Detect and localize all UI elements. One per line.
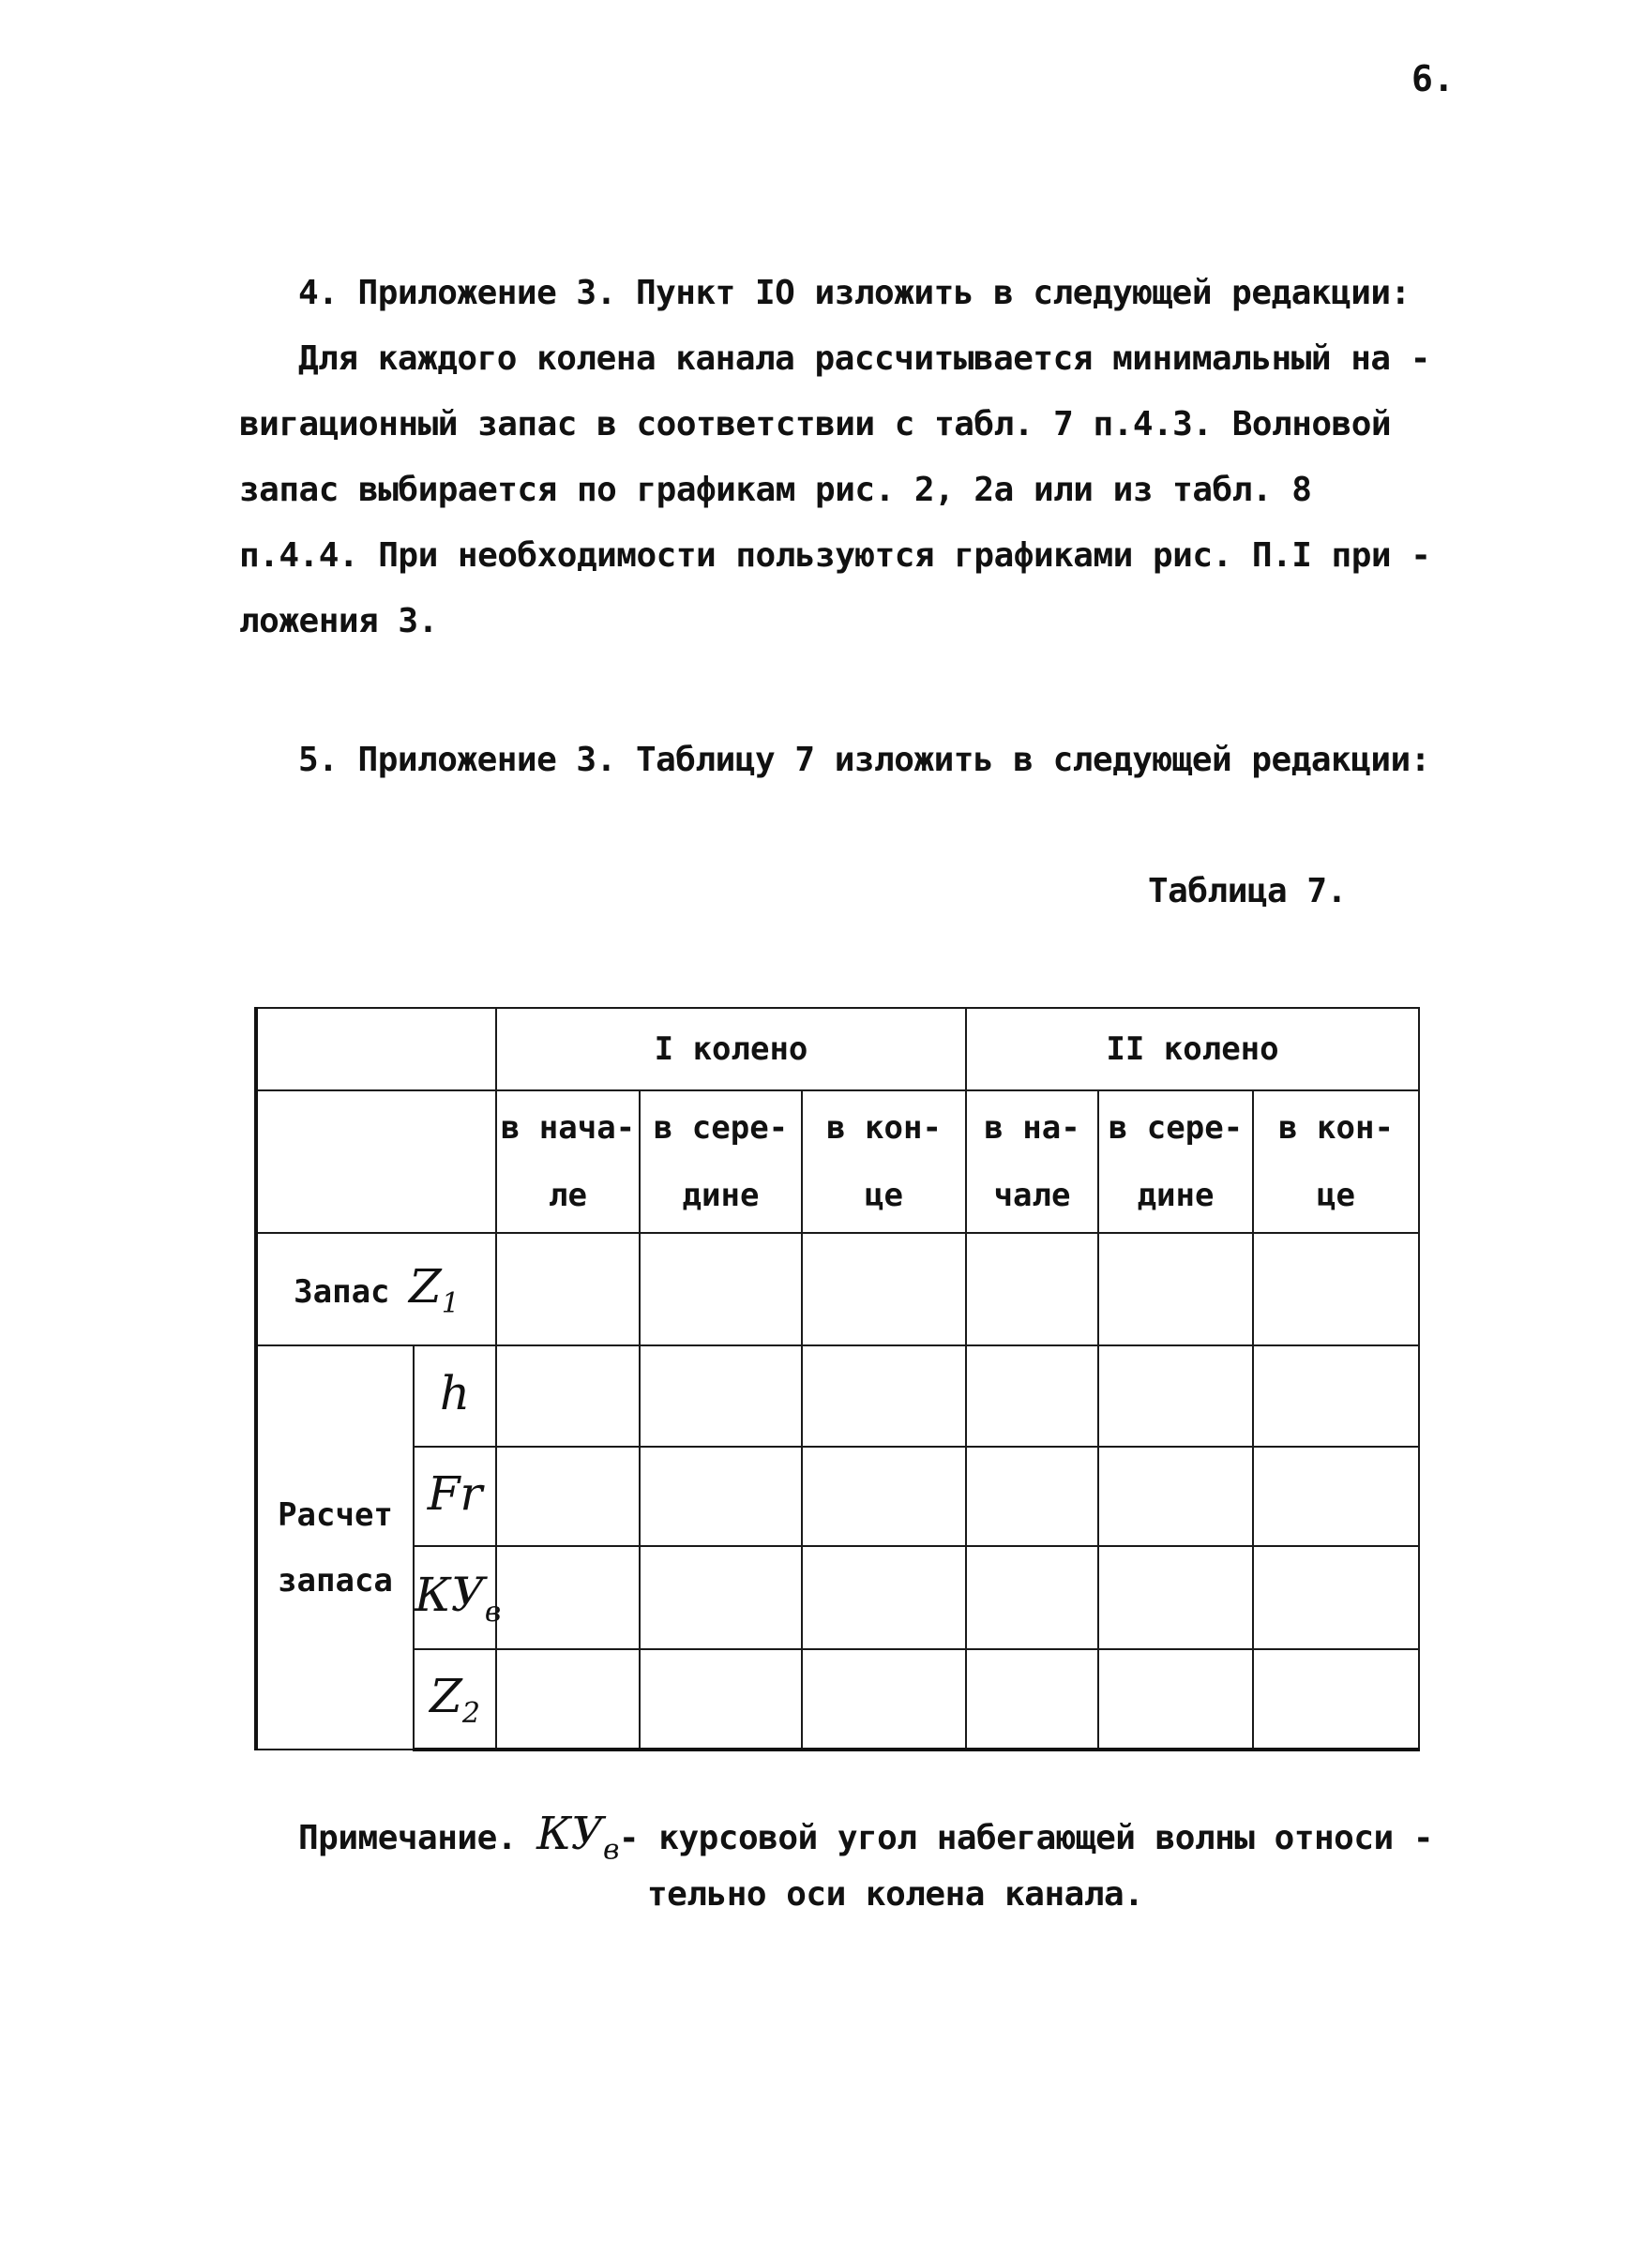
note-text-line-2: тельно оси колена канала. xyxy=(647,1875,1144,1914)
data-cell xyxy=(1098,1447,1253,1546)
data-cell xyxy=(496,1233,640,1345)
symbol-h: h xyxy=(414,1345,496,1447)
data-cell xyxy=(640,1546,802,1649)
subheader-cell: в кон- це xyxy=(1253,1090,1419,1233)
data-cell xyxy=(1098,1649,1253,1750)
table-7 xyxy=(254,1007,1420,1751)
data-cell xyxy=(1253,1546,1419,1649)
data-cell xyxy=(1098,1546,1253,1649)
item4-line-3: вигационный запас в соответствии с табл. 7 п.4.3. Волновой xyxy=(239,405,1392,443)
z1-label: Запас xyxy=(294,1272,390,1311)
data-cell xyxy=(966,1345,1098,1447)
subheader-cell: в кон- це xyxy=(802,1090,966,1233)
data-cell xyxy=(640,1447,802,1546)
item4-line-4: запас выбирается по графикам рис. 2, 2а или из табл. 8 xyxy=(239,471,1312,509)
subheader-cell: в на- чале xyxy=(966,1090,1098,1233)
data-cell xyxy=(1253,1447,1419,1546)
item4-line-2: Для каждого колена канала рассчитывается минимальный на - xyxy=(298,339,1430,378)
data-cell xyxy=(802,1345,966,1447)
item4-line-5: п.4.4. При необходимости пользуются графиками рис. П.I при - xyxy=(239,536,1431,575)
blank-sub-cell xyxy=(256,1090,496,1233)
data-cell xyxy=(496,1345,640,1447)
corner-cell xyxy=(256,1008,496,1090)
data-cell xyxy=(640,1233,802,1345)
data-cell xyxy=(496,1546,640,1649)
data-cell xyxy=(496,1649,640,1750)
data-cell xyxy=(802,1233,966,1345)
table-caption: Таблица 7. xyxy=(1148,872,1347,910)
item4-line-1: 4. Приложение 3. Пункт IO изложить в следующей редакции: xyxy=(298,274,1411,312)
data-cell xyxy=(802,1447,966,1546)
data-cell xyxy=(640,1345,802,1447)
data-cell xyxy=(1098,1345,1253,1447)
data-cell xyxy=(966,1447,1098,1546)
data-cell xyxy=(640,1649,802,1750)
item5-text: 5. Приложение 3. Таблицу 7 изложить в следующей редакции: xyxy=(298,741,1430,779)
note-symbol: $КУ_в$ xyxy=(536,1808,619,1867)
note-text-line-1: - курсовой угол набегающей волны относи - xyxy=(618,1819,1434,1857)
calc-label-cell: Расчет запаса xyxy=(256,1345,414,1750)
header-knee-1: I колено xyxy=(496,1008,966,1090)
symbol-ky: $КУ_в$ xyxy=(414,1546,496,1649)
header-knee-2: II колено xyxy=(966,1008,1419,1090)
z1-symbol: $Z_1$ xyxy=(409,1258,460,1320)
data-cell xyxy=(802,1649,966,1750)
data-cell xyxy=(966,1649,1098,1750)
symbol-fr: Fr xyxy=(414,1447,496,1546)
subheader-cell: в сере- дине xyxy=(1098,1090,1253,1233)
data-cell xyxy=(966,1546,1098,1649)
subheader-cell: в сере- дине xyxy=(640,1090,802,1233)
data-cell xyxy=(496,1447,640,1546)
data-cell xyxy=(966,1233,1098,1345)
row-label-z1 xyxy=(256,1233,496,1345)
data-cell xyxy=(1253,1345,1419,1447)
data-cell xyxy=(1098,1233,1253,1345)
subheader-cell: в нача- ле xyxy=(496,1090,640,1233)
note-label: Примечание. xyxy=(298,1819,517,1857)
data-cell xyxy=(802,1546,966,1649)
page-number: 6. xyxy=(1411,58,1455,99)
data-cell xyxy=(1253,1649,1419,1750)
data-cell xyxy=(1253,1233,1419,1345)
item4-line-6: ложения 3. xyxy=(239,602,438,640)
symbol-z2: $Z_2$ xyxy=(414,1649,496,1750)
note xyxy=(298,1808,1433,1867)
